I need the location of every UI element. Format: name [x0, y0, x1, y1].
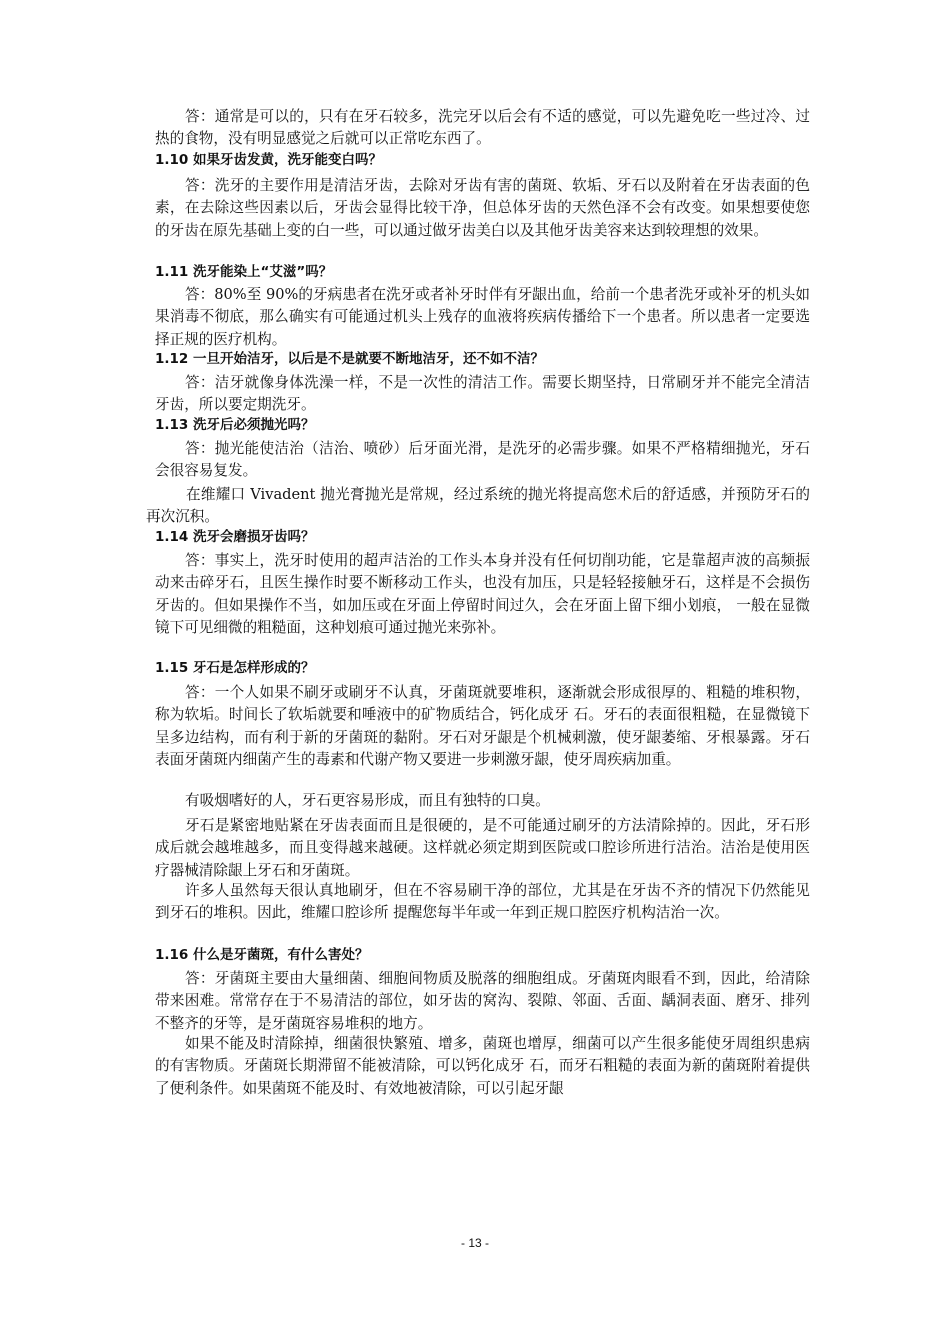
paragraph-text: 答：事实上，洗牙时使用的超声洁治的工作头本身并没有任何切削功能，它是靠超声波的高频振动来击碎牙石，且医生操作时要不断移动工作头，也没有加压，只是轻轻接触牙石，这样是不会损伤牙齿的。但如果操作不当，如加压或在牙面上停留时间过久，会在牙面上留下细小划痕， 一般在显微镜下可见细微的粗糙面，这种划痕可通过抛光来弥补。	[155, 552, 810, 637]
paragraph-text: 答：洁牙就像身体洗澡一样，不是一次性的清洁工作。需要长期坚持，日常刷牙并不能完全清洁牙齿，所以要定期洗牙。	[155, 374, 810, 414]
paragraph-text: 答：抛光能使洁治（洁治、喷砂）后牙面光滑，是洗牙的必需步骤。如果不严格精细抛光，牙石会很容易复发。	[155, 440, 810, 480]
paragraph-text: 答：一个人如果不刷牙或刷牙不认真，牙菌斑就要堆积，逐渐就会形成很厚的、粗糙的堆积物，称为软垢。时间长了软垢就要和唾液中的矿物质结合，钙化成牙 石。牙石的表面很粗糙，在显微镜下呈多边结构，而有利于新的牙菌斑的黏附。牙石对牙龈是个机械刺激，使牙龈萎缩、牙根暴露。牙石表面牙菌斑内细菌产生的毒素和代谢产物又要进一步刺激牙龈，使牙周疾病加重。	[155, 684, 810, 769]
answer-paragraph	[146, 484, 810, 529]
answer-paragraph	[155, 880, 810, 925]
heading-text: 1.10 如果牙齿发黄，洗牙能变白吗？	[155, 152, 383, 168]
answer-paragraph	[155, 968, 810, 1035]
paragraph-text: 如果不能及时清除掉，细菌很快繁殖、增多，菌斑也增厚，细菌可以产生很多能使牙周组织患病的有害物质。牙菌斑长期滞留不能被清除，可以钙化成牙 石，而牙石粗糙的表面为新的菌斑附着提供了便利条件。如果菌斑不能及时、有效地被清除，可以引起牙龈	[155, 1035, 810, 1097]
answer-paragraph	[155, 438, 810, 483]
section-heading	[155, 527, 810, 547]
section-heading	[155, 415, 810, 435]
paragraph-text: 牙石是紧密地贴紧在牙齿表面而且是很硬的，是不可能通过刷牙的方法清除掉的。因此，牙石形成后就会越堆越多，而且变得越来越硬。这样就必须定期到医院或口腔诊所进行洁治。洁治是使用医疗器械清除龈上牙石和牙菌斑。	[155, 817, 810, 879]
heading-text: 1.12 一旦开始洁牙，以后是不是就要不断地洁牙，还不如不洁？	[155, 351, 545, 367]
answer-paragraph	[155, 682, 810, 772]
paragraph-text: 有吸烟嗜好的人，牙石更容易形成，而且有独特的口臭。	[185, 792, 550, 809]
answer-paragraph	[155, 175, 810, 242]
heading-text: 1.15 牙石是怎样形成的？	[155, 660, 315, 676]
paragraph-text: 答：通常是可以的，只有在牙石较多，洗完牙以后会有不适的感觉，可以先避免吃一些过冷、过热的食物，没有明显感觉之后就可以正常吃东西了。	[155, 108, 810, 148]
paragraph-text: 答：牙菌斑主要由大量细菌、细胞间物质及脱落的细胞组成。牙菌斑肉眼看不到，因此，给清除带来困难。常常存在于不易清洁的部位，如牙齿的窝沟、裂隙、邻面、舌面、龋洞表面、磨牙、排列不整齐的牙等，是牙菌斑容易堆积的地方。	[155, 970, 810, 1032]
heading-text: 1.14 洗牙会磨损牙齿吗？	[155, 529, 315, 545]
paragraph-text: 在维耀口 Vivadent 抛光膏抛光是常规，经过系统的抛光将提高您术后的舒适感，并预防牙石的再次沉积。	[146, 486, 810, 526]
answer-paragraph	[155, 790, 810, 812]
heading-text: 1.16 什么是牙菌斑，有什么害处？	[155, 947, 369, 963]
section-heading	[155, 150, 810, 170]
heading-text: 1.13 洗牙后必须抛光吗？	[155, 417, 315, 433]
page-number: - 13 -	[460, 1236, 489, 1250]
section-heading	[155, 349, 810, 369]
section-heading	[155, 658, 810, 678]
answer-paragraph	[155, 550, 810, 640]
section-heading	[155, 262, 810, 282]
answer-paragraph	[155, 372, 810, 417]
paragraph-text: 答：洗牙的主要作用是清洁牙齿，去除对牙齿有害的菌斑、软垢、牙石以及附着在牙齿表面的色素，在去除这些因素以后，牙齿会显得比较干净，但总体牙齿的天然色泽不会有改变。如果想要使您的牙齿在原先基础上变的白一些，可以通过做牙齿美白以及其他牙齿美容来达到较理想的效果。	[155, 177, 810, 239]
answer-paragraph	[155, 1033, 810, 1100]
answer-paragraph	[155, 284, 810, 351]
paragraph-text: 答：80%至 90%的牙病患者在洗牙或者补牙时伴有牙龈出血，给前一个患者洗牙或补牙的机头如果消毒不彻底，那么确实有可能通过机头上残存的血液将疾病传播给下一个患者。所以患者一定要选择正规的医疗机构。	[155, 286, 810, 348]
paragraph-text: 许多人虽然每天很认真地刷牙，但在不容易刷干净的部位，尤其是在牙齿不齐的情况下仍然能见到牙石的堆积。因此，维耀口腔诊所 提醒您每半年或一年到正规口腔医疗机构洁治一次。	[155, 882, 810, 922]
answer-paragraph	[155, 106, 810, 151]
section-heading	[155, 945, 810, 965]
heading-text: 1.11 洗牙能染上“艾滋”吗？	[155, 264, 333, 280]
answer-paragraph	[155, 815, 810, 882]
